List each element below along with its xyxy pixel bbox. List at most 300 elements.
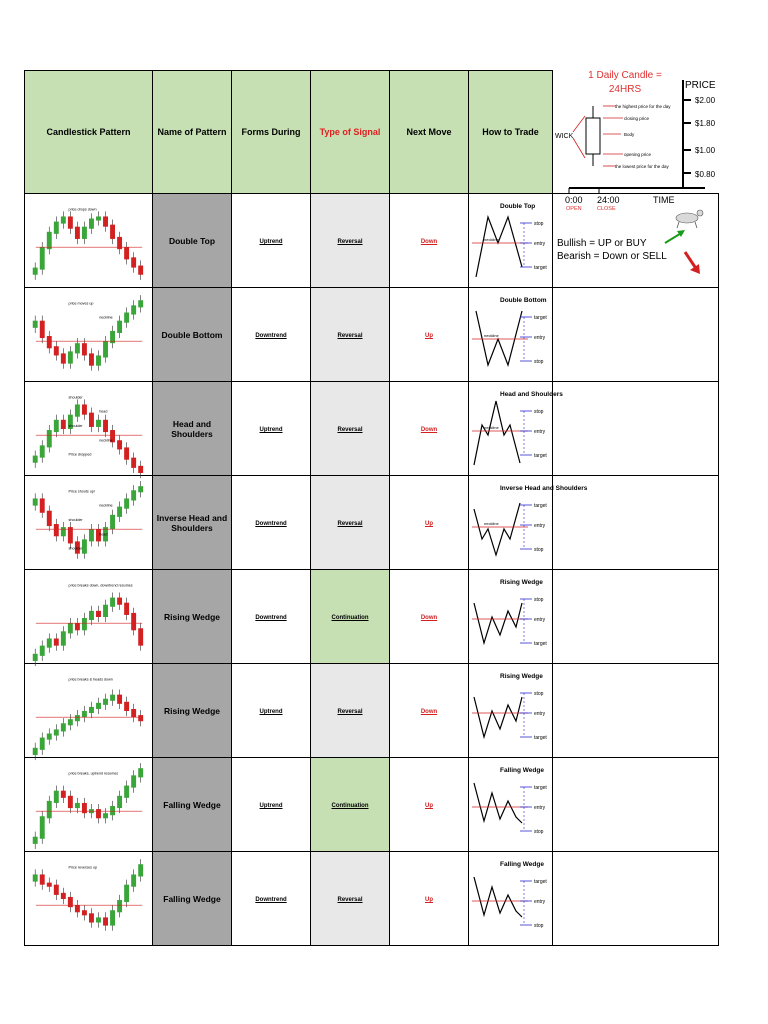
next-move-cell — [390, 664, 469, 758]
candle-bar — [103, 419, 108, 431]
candle-bar — [67, 719, 72, 725]
trade-diagram — [470, 291, 552, 379]
candle-bar — [110, 224, 115, 238]
candle-bar — [39, 445, 44, 457]
candle-bar — [96, 216, 101, 220]
forms-during-cell — [232, 852, 311, 946]
pattern-chart-cell — [25, 476, 153, 570]
down-arrow-icon — [685, 252, 700, 274]
candle-bar — [74, 226, 79, 238]
candle-bar — [39, 320, 44, 337]
header-name-of-pattern: Name of Pattern — [153, 71, 232, 194]
forms-during-value: Uptrend — [259, 239, 283, 245]
candle-bar — [103, 604, 108, 616]
candle-bar — [32, 267, 37, 274]
legend-time-start: 0:00 — [565, 195, 583, 205]
candle-bar — [81, 226, 86, 238]
trade-neckline-label: neckline — [483, 236, 499, 242]
candle-bar — [81, 910, 86, 915]
how-to-trade-cell — [469, 476, 587, 570]
candle-bar — [53, 524, 58, 536]
trade-level-label: stop — [533, 690, 543, 697]
trade-title: Double Top — [499, 202, 535, 210]
candle-bar — [89, 610, 94, 619]
trade-title: Rising Wedge — [499, 578, 543, 586]
blank-cell — [553, 570, 719, 664]
candle-bar — [81, 618, 86, 630]
candle-bar — [89, 913, 94, 922]
candle-bar — [131, 708, 136, 716]
legend-note-high: the highest price for the day — [615, 104, 671, 109]
legend-title-line2: 24HRS — [608, 84, 642, 95]
candle-bar — [60, 527, 65, 536]
chart-annotation: head — [98, 409, 107, 414]
forms-during-value: Downtrend — [255, 333, 287, 339]
candle-bar — [96, 809, 101, 818]
forms-during-value: Uptrend — [259, 803, 283, 809]
candle-bar — [39, 737, 44, 749]
candle-bar — [67, 896, 72, 906]
candle-bar — [89, 353, 94, 365]
candle-bar — [96, 355, 101, 365]
trade-level-label: stop — [533, 922, 543, 929]
candle-bar — [138, 300, 143, 307]
trade-level-label: target — [533, 314, 547, 321]
trade-pattern-line — [474, 603, 522, 643]
trade-diagram — [470, 479, 587, 567]
chart-annotation: Price shoots up! — [68, 488, 95, 493]
candle-bar — [46, 336, 51, 348]
candle-bar — [46, 882, 51, 886]
candle-bar — [60, 216, 65, 223]
candle-bar — [138, 715, 143, 721]
pattern-chart-cell — [25, 852, 153, 946]
next-move-cell — [390, 852, 469, 946]
candle-bar — [81, 802, 86, 812]
candle-bar — [46, 430, 51, 447]
chart-annotation: neckline — [98, 315, 113, 320]
trade-pattern-line — [476, 311, 522, 365]
forms-during-cell — [232, 664, 311, 758]
candle-bar — [32, 874, 37, 881]
candle-bar — [124, 884, 129, 901]
trade-title: Falling Wedge — [499, 766, 544, 774]
trade-level-label: stop — [533, 546, 543, 553]
chart-annotation: shoulder — [68, 423, 83, 428]
trade-title: Falling Wedge — [499, 860, 544, 868]
header-forms-during: Forms During — [232, 71, 311, 194]
legend-price-1: $1.80 — [695, 119, 716, 128]
candle-bar — [117, 597, 122, 604]
chart-annotation: shoulder — [68, 517, 83, 522]
candle-bar — [74, 905, 79, 912]
trade-level-label: stop — [533, 408, 543, 415]
trade-level-label: target — [533, 878, 547, 885]
candle-bar — [110, 514, 115, 528]
chart-annotation: neckline — [98, 503, 113, 508]
next-move-cell — [390, 382, 469, 476]
legend-price-2: $1.00 — [695, 146, 716, 155]
forms-during-cell — [232, 758, 311, 852]
pattern-name: Falling Wedge — [153, 852, 232, 946]
signal-type-value: Reversal — [337, 709, 363, 715]
signal-type-value: Reversal — [337, 521, 363, 527]
pattern-chart-cell — [25, 570, 153, 664]
pattern-chart-cell — [25, 194, 153, 288]
trade-pattern-line — [474, 697, 522, 737]
candle-bar — [67, 216, 72, 228]
forms-during-value: Uptrend — [259, 427, 283, 433]
blank-cell — [553, 758, 719, 852]
legend-time-end: 24:00 — [597, 195, 620, 205]
candle-bar — [60, 353, 65, 363]
legend-note-close: closing price — [624, 116, 650, 121]
header-how-to-trade: How to Trade — [469, 71, 553, 194]
candle-bar — [103, 341, 108, 357]
how-to-trade-cell — [469, 288, 553, 382]
pattern-chart-image — [27, 666, 151, 756]
signal-type-cell — [311, 288, 390, 382]
legend-bearish: Bearish = Down or SELL — [557, 251, 667, 262]
legend-note-body: Body — [624, 132, 635, 137]
next-move-cell — [390, 288, 469, 382]
signal-type-value: Reversal — [337, 897, 363, 903]
trade-pattern-line — [474, 503, 520, 555]
pattern-chart-cell — [25, 382, 153, 476]
pattern-name: Double Bottom — [153, 288, 232, 382]
candle-bar — [53, 884, 58, 894]
trade-diagram — [470, 667, 552, 755]
candle-bar — [124, 247, 129, 259]
candle-bar — [32, 747, 37, 754]
candle-bar — [39, 247, 44, 269]
candle-bar — [131, 257, 136, 267]
candle-bar — [81, 539, 86, 553]
trade-pattern-line — [476, 217, 522, 277]
candle-body-icon — [586, 118, 600, 154]
candle-bar — [32, 498, 37, 505]
forms-during-cell — [232, 382, 311, 476]
trade-level-label: stop — [533, 596, 543, 603]
candle-bar — [96, 917, 101, 922]
candle-bar — [32, 653, 37, 660]
candle-bar — [117, 795, 122, 807]
trade-level-label: target — [533, 784, 547, 791]
signal-type-cell — [311, 476, 390, 570]
trade-diagram — [470, 855, 552, 943]
next-move-value: Up — [425, 803, 433, 809]
candle-bar — [138, 486, 143, 492]
next-move-value: Up — [425, 897, 433, 903]
how-to-trade-cell — [469, 852, 553, 946]
pattern-chart-image — [27, 478, 151, 568]
pattern-name: Rising Wedge — [153, 570, 232, 664]
candle-bar — [138, 628, 143, 645]
legend-price-0: $2.00 — [695, 96, 716, 105]
candle-bar — [81, 711, 86, 717]
next-move-value: Down — [420, 615, 438, 621]
trade-level-label: entry — [533, 898, 545, 905]
candle-bar — [32, 320, 37, 327]
forms-during-cell — [232, 570, 311, 664]
chart-annotation: shoulder — [68, 546, 83, 551]
table-row — [25, 570, 719, 664]
candle-bar — [110, 694, 115, 700]
trade-level-label: stop — [533, 828, 543, 835]
candle-bar — [89, 412, 94, 426]
blank-cell — [553, 288, 719, 382]
forms-during-cell — [232, 194, 311, 288]
candle-bar — [89, 529, 94, 541]
pattern-chart-cell — [25, 288, 153, 382]
candle-bar — [53, 221, 58, 233]
candle-bar — [103, 698, 108, 704]
trade-level-label: target — [533, 734, 547, 741]
candle-legend-diagram — [555, 68, 768, 278]
candle-bar — [39, 874, 44, 884]
forms-during-cell — [232, 288, 311, 382]
candle-bar — [74, 715, 79, 721]
pattern-name: Head and Shoulders — [153, 382, 232, 476]
signal-type-cell — [311, 570, 390, 664]
table-row — [25, 758, 719, 852]
next-move-cell — [390, 758, 469, 852]
trade-diagram — [470, 761, 552, 849]
chart-annotation: Price reverses up — [68, 864, 97, 869]
how-to-trade-cell — [469, 382, 563, 476]
forms-during-value: Downtrend — [255, 897, 287, 903]
chart-annotation: neckline — [98, 437, 113, 442]
trade-level-label: entry — [533, 428, 545, 435]
candle-bar — [46, 638, 51, 647]
forms-during-value: Uptrend — [259, 709, 283, 715]
pattern-chart-image — [27, 290, 151, 380]
pattern-name: Inverse Head and Shoulders — [153, 476, 232, 570]
chart-annotation: price breaks down, downtrend resumes — [68, 582, 133, 587]
pattern-chart-image — [27, 384, 151, 474]
pattern-name: Double Top — [153, 194, 232, 288]
legend-wick-label: WICK — [555, 133, 574, 140]
trade-neckline-label: neckline — [483, 332, 499, 338]
next-move-value: Down — [420, 427, 438, 433]
signal-type-value: Reversal — [337, 333, 363, 339]
candle-bar — [32, 836, 37, 843]
candle-bar — [67, 527, 72, 543]
candle-bar — [74, 623, 79, 630]
candle-bar — [74, 404, 79, 416]
legend-price-label: PRICE — [685, 80, 716, 91]
table-row — [25, 852, 719, 946]
trade-pattern-line — [474, 877, 522, 917]
candle-bar — [46, 231, 51, 248]
candle-bar — [103, 917, 108, 925]
candle-bar — [81, 343, 86, 355]
candle-bar — [39, 645, 44, 655]
candle-bar — [124, 312, 129, 322]
trade-level-label: entry — [533, 616, 545, 623]
how-to-trade-cell — [469, 570, 553, 664]
candle-bar — [46, 800, 51, 817]
table-row — [25, 382, 719, 476]
candle-bar — [124, 447, 129, 459]
next-move-cell — [390, 194, 469, 288]
trade-diagram — [470, 573, 552, 661]
candle-bar — [138, 864, 143, 876]
signal-type-cell — [311, 664, 390, 758]
signal-type-cell — [311, 194, 390, 288]
blank-cell — [553, 664, 719, 758]
candle-bar — [138, 465, 143, 472]
candle-bar — [53, 790, 58, 802]
table-row — [25, 288, 719, 382]
pattern-chart-cell — [25, 758, 153, 852]
trade-neckline-label: neckline — [483, 424, 499, 430]
how-to-trade-cell — [469, 664, 553, 758]
candle-bar — [67, 351, 72, 363]
trade-level-label: entry — [533, 240, 545, 247]
next-move-cell — [390, 476, 469, 570]
candle-bar — [74, 802, 79, 807]
pattern-chart-cell — [25, 664, 153, 758]
candle-bar — [89, 706, 94, 712]
candle-bar — [103, 813, 108, 818]
candle-bar — [53, 729, 58, 735]
candle-bar — [110, 806, 115, 815]
candle-bar — [67, 623, 72, 633]
next-move-cell — [390, 570, 469, 664]
candle-bar — [53, 346, 58, 355]
trade-level-label: target — [533, 264, 547, 271]
candle-bar — [124, 785, 129, 797]
signal-type-cell — [311, 758, 390, 852]
signal-type-value: Reversal — [337, 427, 363, 433]
candle-bar — [74, 343, 79, 353]
pattern-name: Falling Wedge — [153, 758, 232, 852]
candle-bar — [124, 602, 129, 614]
pattern-chart-image — [27, 854, 151, 944]
candle-bar — [131, 612, 136, 629]
trade-level-label: stop — [533, 220, 543, 227]
blank-cell — [553, 852, 719, 946]
candle-bar — [60, 419, 65, 428]
chart-annotation: price breaks & heads down — [68, 676, 113, 681]
next-move-value: Down — [420, 709, 438, 715]
candle-bar — [131, 457, 136, 467]
legend-note-open: opening price — [624, 152, 652, 157]
candle-bar — [117, 320, 122, 332]
legend-bullish: Bullish = UP or BUY — [557, 238, 647, 249]
signal-type-value: Reversal — [337, 239, 363, 245]
candle-bar — [138, 265, 143, 274]
trade-level-label: entry — [533, 334, 545, 341]
pattern-chart-image — [27, 572, 151, 662]
candle-bar — [39, 498, 44, 512]
chart-annotation: head — [98, 531, 107, 536]
trade-diagram — [470, 197, 552, 285]
candle-bar — [117, 506, 122, 516]
chart-annotation: price moves up — [68, 300, 93, 305]
signal-type-cell — [311, 852, 390, 946]
candle-bar — [60, 892, 65, 898]
next-move-value: Down — [420, 239, 438, 245]
candle-bar — [39, 816, 44, 839]
candle-bar — [53, 419, 58, 431]
table-row — [25, 476, 719, 570]
candle-bar — [32, 455, 37, 462]
candle-bar — [67, 795, 72, 807]
candle-bar — [131, 775, 136, 787]
pattern-name: Rising Wedge — [153, 664, 232, 758]
candle-bar — [53, 638, 58, 645]
candle-bar — [110, 597, 115, 606]
how-to-trade-cell — [469, 758, 553, 852]
header-next-move: Next Move — [390, 71, 469, 194]
candle-bar — [131, 874, 136, 886]
chart-annotation: shoulder — [68, 394, 83, 399]
legend-note-low: the lowest price for the day — [615, 164, 669, 169]
candle-bar — [46, 733, 51, 739]
candle-bar — [131, 305, 136, 314]
trade-neckline-label: neckline — [483, 520, 499, 526]
trade-pattern-line — [474, 783, 522, 823]
candle-bar — [89, 218, 94, 228]
signal-type-value: Continuation — [331, 615, 369, 621]
trade-title: Double Bottom — [499, 296, 547, 304]
trade-level-label: entry — [533, 522, 545, 529]
chart-annotation: price breaks, uptrend resumes — [68, 770, 118, 775]
trade-title: Head and Shoulders — [499, 390, 563, 398]
candle-bar — [96, 702, 101, 708]
trade-title: Rising Wedge — [499, 672, 543, 680]
trade-level-label: entry — [533, 804, 545, 811]
candle-bar — [60, 723, 65, 731]
candle-legend — [555, 68, 768, 278]
header-type-of-signal: Type of Signal — [311, 71, 390, 194]
signal-type-cell — [311, 382, 390, 476]
candle-bar — [124, 498, 129, 508]
blank-cell — [553, 382, 719, 476]
next-move-value: Up — [425, 521, 433, 527]
candle-bar — [60, 631, 65, 645]
legend-open-label: OPEN — [566, 206, 582, 212]
candle-bar — [117, 440, 122, 449]
candle-bar — [131, 490, 136, 500]
candle-bar — [117, 694, 122, 703]
legend-price-3: $0.80 — [695, 170, 716, 179]
pattern-chart-image — [27, 760, 151, 850]
next-move-value: Up — [425, 333, 433, 339]
table-row — [25, 664, 719, 758]
legend-close-label: CLOSE — [597, 206, 616, 212]
trade-level-label: target — [533, 502, 547, 509]
trade-level-label: stop — [533, 358, 543, 365]
forms-during-cell — [232, 476, 311, 570]
legend-time-label: TIME — [653, 195, 675, 205]
candle-bar — [46, 510, 51, 525]
signal-type-value: Continuation — [331, 803, 369, 809]
up-arrow-icon — [665, 230, 685, 243]
how-to-trade-cell — [469, 194, 553, 288]
candle-bar — [138, 768, 143, 777]
candle-bar — [60, 790, 65, 797]
header-candlestick-pattern: Candlestick Pattern — [25, 71, 153, 194]
candle-bar — [110, 910, 115, 925]
bull-icon — [676, 210, 703, 228]
candle-bar — [81, 404, 86, 414]
trade-level-label: target — [533, 640, 547, 647]
chart-annotation: Price dropped — [68, 452, 91, 457]
forms-during-value: Downtrend — [255, 615, 287, 621]
